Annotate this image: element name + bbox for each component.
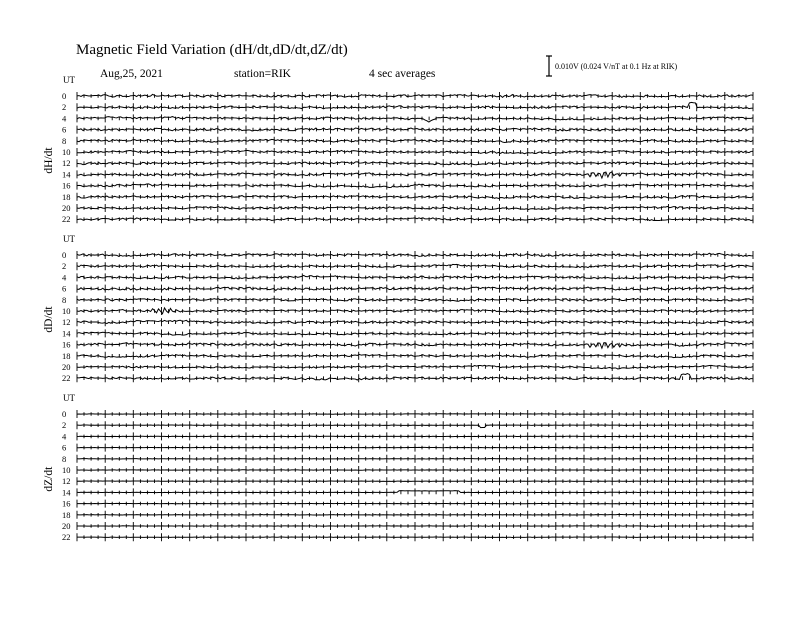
panel-ylabel: dD/dt: [43, 306, 55, 333]
averaging-label: 4 sec averages: [369, 68, 436, 80]
panel-ylabel: dH/dt: [43, 147, 55, 174]
row-label: 16: [62, 181, 71, 191]
date-label: Aug,25, 2021: [100, 68, 163, 80]
chart-title: Magnetic Field Variation (dH/dt,dD/dt,dZ/dt): [76, 42, 348, 58]
panel-dhdt: [43, 75, 753, 224]
row-label: 14: [62, 328, 71, 338]
row-label: 0: [62, 250, 66, 260]
row-label: 2: [62, 420, 66, 430]
scale-bar: [546, 56, 678, 76]
panel-dddt: [43, 234, 753, 383]
row-label: 10: [62, 306, 71, 316]
row-label: 6: [62, 443, 66, 453]
row-label: 14: [62, 169, 71, 179]
row-label: 10: [62, 465, 71, 475]
row-hour-ticks: [77, 137, 753, 145]
time-axis-label: UT: [63, 393, 75, 403]
panel-ylabel: dZ/dt: [43, 466, 55, 492]
row-label: 16: [62, 340, 71, 350]
row-label: 4: [62, 272, 67, 282]
row-label: 8: [62, 295, 66, 305]
row-label: 18: [62, 351, 71, 361]
row-trace: [77, 514, 753, 515]
row-label: 20: [62, 203, 71, 213]
row-label: 18: [62, 510, 71, 520]
row-label: 20: [62, 521, 71, 531]
row-label: 4: [62, 431, 67, 441]
row-label: 16: [62, 499, 71, 509]
row-label: 18: [62, 192, 71, 202]
row-label: 22: [62, 214, 71, 224]
scale-label: 0.010V (0.024 V/nT at 0.1 Hz at RIK): [555, 62, 678, 71]
row-label: 12: [62, 158, 71, 168]
station-label: station=RIK: [234, 68, 292, 80]
row-label: 8: [62, 454, 66, 464]
row-label: 0: [62, 409, 66, 419]
panel-dzdt: [43, 393, 753, 542]
row-hour-ticks: [77, 329, 753, 337]
row-label: 8: [62, 136, 66, 146]
row-label: 2: [62, 261, 66, 271]
row-label: 2: [62, 102, 66, 112]
row-label: 12: [62, 317, 71, 327]
row-label: 14: [62, 487, 71, 497]
row-label: 20: [62, 362, 71, 372]
row-label: 0: [62, 91, 66, 101]
row-label: 22: [62, 373, 71, 383]
row-trace: [77, 414, 753, 415]
row-label: 4: [62, 113, 67, 123]
row-label: 22: [62, 532, 71, 542]
row-label: 10: [62, 147, 71, 157]
row-trace: [77, 537, 753, 538]
row-trace: [77, 503, 753, 504]
row-label: 6: [62, 125, 66, 135]
row-label: 12: [62, 476, 71, 486]
row-label: 6: [62, 284, 66, 294]
time-axis-label: UT: [63, 234, 75, 244]
time-axis-label: UT: [63, 75, 75, 85]
